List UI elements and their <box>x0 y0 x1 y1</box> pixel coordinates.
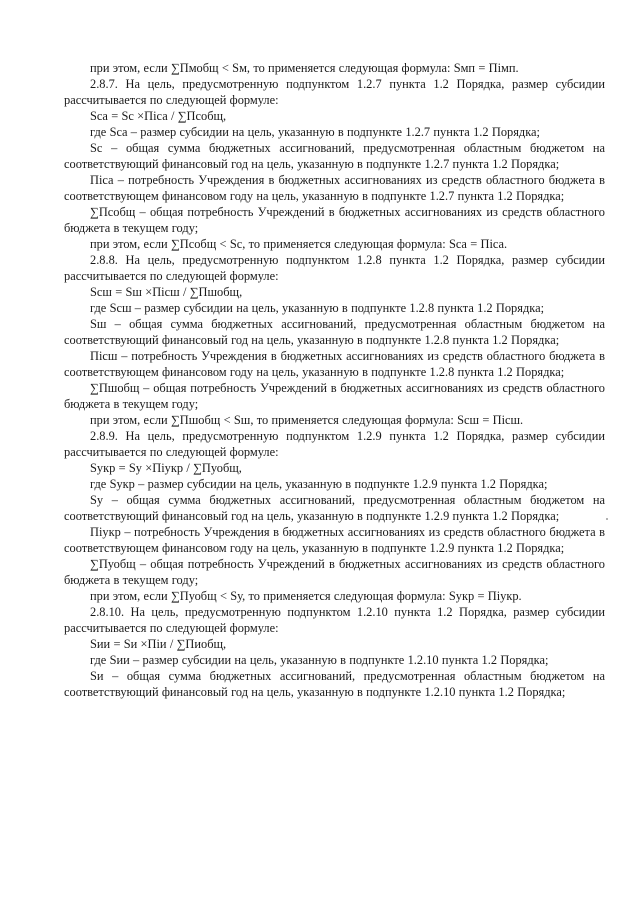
paragraph-p21: ∑Пуобщ – общая потребность Учреждений в бюджетных ассигнованиях из средств областного бюджета в текущем году; <box>64 557 605 587</box>
paragraph-p18: где Sукр – размер субсидии на цель, указанную в подпункте 1.2.9 пункта 1.2 Порядка; <box>90 477 548 491</box>
paragraph-p17: Sукр = Sу ×Пiукр / ∑Пуобщ, <box>90 461 242 475</box>
paragraph-p25: где Sии – размер субсидии на цель, указанную в подпункте 1.2.10 пункта 1.2 Порядка; <box>90 653 549 667</box>
paragraph-p04: где Sсa – размер субсидии на цель, указанную в подпункте 1.2.7 пункта 1.2 Порядка; <box>90 125 540 139</box>
paragraph-p06: Пiса – потребность Учреждения в бюджетных ассигнованиях из средств областного бюджета в соответствующем финансовом году на цель, указанную в подпункте 1.2.7 пункта 1.2 Порядка; <box>64 173 605 203</box>
paragraph-p11: где Sсш – размер субсидии на цель, указанную в подпункте 1.2.8 пункта 1.2 Порядка; <box>90 301 545 315</box>
paragraph-p19: Sу – общая сумма бюджетных ассигнований, предусмотренная областным бюджетом на соответствующий финансовый год на цель, указанную в подпункте 1.2.9 пункта 1.2 Порядка; <box>64 493 605 523</box>
paragraph-p08: при этом, если ∑Псобщ < Sс, то применяется следующая формула: Sсa = Пiса. <box>90 237 508 251</box>
paragraph-p05: Sс – общая сумма бюджетных ассигнований, предусмотренная областным бюджетом на соответствующий финансовый год на цель, указанную в подпункте 1.2.7 пункта 1.2 Порядка; <box>64 141 605 171</box>
paragraph-p20: Пiукр – потребность Учреждения в бюджетных ассигнованиях из средств областного бюджета в соответствующем финансовом году на цель, указанную в подпункте 1.2.9 пункта 1.2 Порядка; <box>64 525 605 555</box>
paragraph-p22: при этом, если ∑Пуобщ < Sу, то применяется следующая формула: Sукр = Пiукр. <box>90 589 522 603</box>
paragraph-p15: при этом, если ∑Пшобщ < Sш, то применяется следующая формула: Sсш = Пiсш. <box>90 413 524 427</box>
paragraph-p10: Sсш = Sш ×Пiсш / ∑Пшобщ, <box>90 285 243 299</box>
document-body <box>64 60 605 700</box>
paragraph-p23: 2.8.10. На цель, предусмотренную подпунктом 1.2.10 пункта 1.2 Порядка, размер субсидии рассчитывается по следующей формуле: <box>64 605 605 635</box>
scan-speck <box>606 518 608 520</box>
paragraph-p03: Sсa = Sс ×Пiса / ∑Псобщ, <box>90 109 227 123</box>
paragraph-p24: Sии = Sи ×Пiи / ∑Пиобщ, <box>90 637 227 651</box>
paragraph-p02: 2.8.7. На цель, предусмотренную подпунктом 1.2.7 пункта 1.2 Порядка, размер субсидии рассчитывается по следующей формуле: <box>64 77 605 107</box>
paragraph-p12: Sш – общая сумма бюджетных ассигнований, предусмотренная областным бюджетом на соответствующий финансовый год на цель, указанную в подпункте 1.2.8 пункта 1.2 Порядка; <box>64 317 605 347</box>
paragraph-p13: Пiсш – потребность Учреждения в бюджетных ассигнованиях из средств областного бюджета в соответствующем финансовом году на цель, указанную в подпункте 1.2.8 пункта 1.2 Порядка; <box>64 349 605 379</box>
paragraph-p09: 2.8.8. На цель, предусмотренную подпунктом 1.2.8 пункта 1.2 Порядка, размер субсидии рассчитывается по следующей формуле: <box>64 253 605 283</box>
paragraph-p16: 2.8.9. На цель, предусмотренную подпунктом 1.2.9 пункта 1.2 Порядка, размер субсидии рассчитывается по следующей формуле: <box>64 429 605 459</box>
paragraph-p01: при этом, если ∑Пмобщ < Sм, то применяется следующая формула: Sмп = Пімп. <box>90 61 519 75</box>
paragraph-p26: Sи – общая сумма бюджетных ассигнований, предусмотренная областным бюджетом на соответствующий финансовый год на цель, указанную в подпункте 1.2.10 пункта 1.2 Порядка; <box>64 669 605 699</box>
paragraph-p07: ∑Псобщ – общая потребность Учреждений в бюджетных ассигнованиях из средств областного бюджета в текущем году; <box>64 205 605 235</box>
paragraph-p14: ∑Пшобщ – общая потребность Учреждений в бюджетных ассигнованиях из средств областного бюджета в текущем году; <box>64 381 605 411</box>
